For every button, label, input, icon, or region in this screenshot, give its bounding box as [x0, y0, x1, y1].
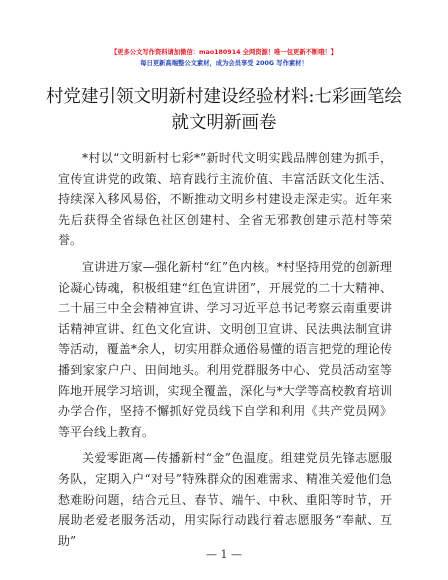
paragraph-red: 宣讲进万家—强化新村“红”色内核。*村坚持用党的创新理论凝心铸魂，积极组建“红色宣讲团”，开展党的二十大精神、二十届三中全会精神宣讲、学习习近平总书记考察云南重要讲话精神宣讲、红色文化宣讲、文明创卫宣讲、民法典法制宣讲等活动，覆盖*余人，切实用群众通俗易懂的语言把党的理论传播到家家户户、田间地头。利用党群服务中心、党员活动室等阵地开展学习培训，实现全覆盖，深化与*大学等高校教育培训办学合作，坚持不懈抓好党员线下自学和利用《共产党员网》等平台线上教育。: [58, 259, 392, 439]
title-line-1: 村党建引领文明新村建设经验材料:七彩画笔绘: [46, 87, 402, 107]
promo-banner-blue: 每日更新高端整公文素材，成为会员享受 200G 写作素材！: [140, 60, 308, 67]
document-title: [40, 84, 408, 136]
document-body: [58, 148, 392, 557]
paragraph-intro: *村以“文明新村七彩*”新时代文明实践品牌创建为抓手，宣传宣讲党的政策、培育践行主流价值、丰富活跃文化生活、持续深入移风易俗，不断推动文明乡村建设走深走实。近年来先后获得全省绿色社区创建村、全省无邪教创建示范村等荣誉。: [58, 151, 392, 248]
paragraph-gold: 关爱零距离—传播新村“金”色温度。组建党员先锋志愿服务队，定期入户“对号”特殊群众的困难需求、精准关爱他们急愁难盼问题，结合元旦、春节、端午、中秋、重阳等时节，开展助老爱老服务活动，用实际行动践行着志愿服务“奉献、互助”: [58, 451, 392, 548]
page-number: — 1 —: [206, 548, 242, 561]
promo-banner-red: 【更多公文写作资料请加微信：mao180914 全网资源！唯一包更新不断哦！】: [110, 49, 338, 56]
title-line-2: 就文明新画卷: [171, 113, 277, 133]
